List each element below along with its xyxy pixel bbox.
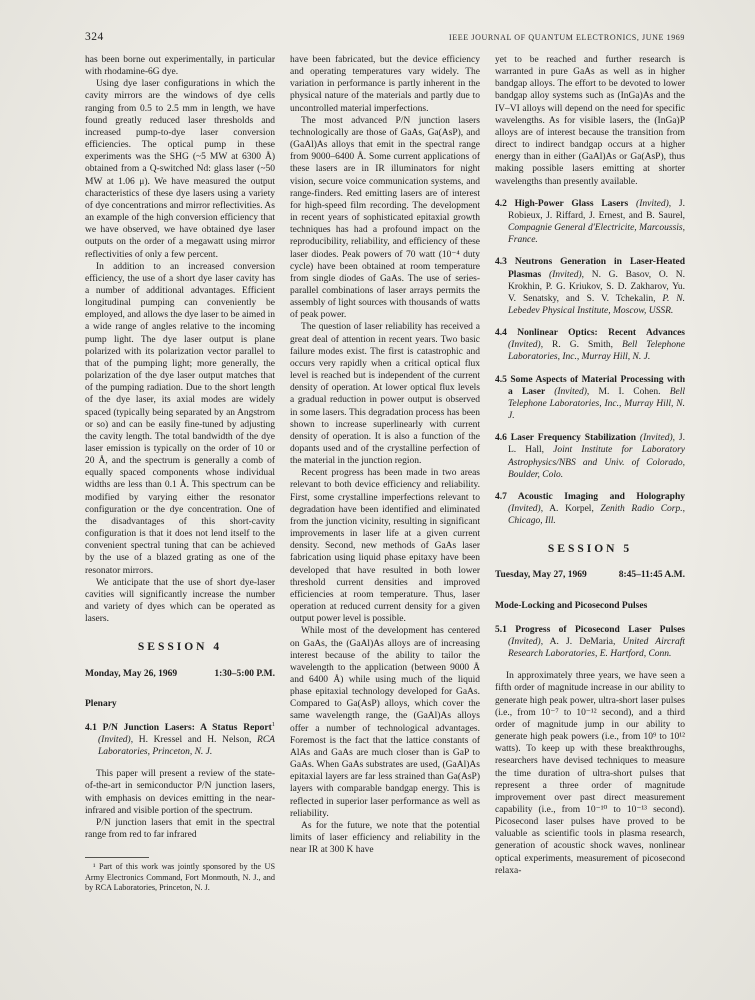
paragraph: has been borne out experimentally, in particular with rhodamine-6G dye. [85,55,275,78]
text-run: 4.3 Neutrons Generation in Laser-Heated Plasmas [495,257,685,280]
text-run: , M. I. Cohen. [586,386,670,397]
text-run: , A. Korpel, [540,504,601,514]
section-subheading: Plenary [85,698,117,709]
paragraph: yet to be reached and further research is warranted in pure GaAs as well as in higher bandgap alloys. The effort to be devoted to lower bandgap alloy systems such as (InGa)As and the IV–VI alloys will depend on the need for specific wavelengths. As for visible lasers, the (InGa)P alloys are of interest because the transition from direct to indirect bandgap occurs at a higher energy than in either (GaAl)As or Ga(AsP), thus making possible lasers emitting at shorter wavelengths than presently available. [495,55,685,187]
text-run: (Invited) [548,269,582,280]
column-1 [85,54,275,990]
text-run: United Aircraft Research Laboratories, E. Hartford, Conn. [508,636,685,660]
program-item-4.1 [85,722,275,758]
text-run: (Invited) [98,734,131,745]
text-run: (Invited) [508,636,541,647]
text-run: RCA Laboratories, Princeton, N. J. [98,734,275,758]
program-item-4.4 [495,327,685,363]
paragraph: The most advanced P/N junction lasers technologically are those of GaAs, Ga(AsP), and (GaAl)As alloys that emit in the spectral range from 9000–6400 Å. Some current applications of these lasers are in IR illuminators for night vision, secure voice communication systems, and range-finders. Red emitting lasers are of interest for high-speed film recording. The development in recent years of sophisticated epitaxial growth techniques has had a profound impact on the reproducibility, reliability, and efficiency of these laser diodes. Peak powers of 70 watt (10⁻⁴ duty cycle) have been obtained at room temperature from single diodes of GaAs. The use of series-parallel combinations of laser arrays permits the assembly of light sources with thousands of watts of peak power. [290,115,480,321]
text-run: P. N. Lebedev Physical Institute, Moscow, USSR. [508,293,685,316]
program-item-5.1 [495,624,685,660]
program-item-4.3 [495,256,685,317]
text-run: (Invited) [508,340,541,351]
text-run: 4.4 Nonlinear Optics: Recent Advances [495,328,685,339]
text-run: , R. G. Smith, [540,340,623,351]
paragraph: As for the future, we note that the potential limits of laser efficiency and reliability in the near IR at 300 K have [290,820,480,856]
text-run: (Invited) [554,386,587,397]
text-run: 4.5 Some Aspects of Material Processing with a Laser [495,374,685,397]
text-run: , N. G. Basov, O. N. Krokhin, P. G. Kriukov, S. D. Zakharov, Yu. V. Senatsky, and S. V. Tchekalin, [508,269,685,304]
paragraph: In addition to an increased conversion efficiency, the use of a short dye laser cavity has a number of additional advantages. Efficient longitudinal pumping can conveniently be employed, and allows the dye laser to be aimed in a wide range of angles relative to the incoming pump light. The dye laser output is plane polarized with its polarization vector parallel to that of the pumping light; more generally, the polarization of the dye laser output matches that of the pumping radiation. Due to the short length of the dye laser, its axial modes are widely spaced (typically being separated by an Angstrom or so) and can be easily fine-tuned by adjusting the cavity length. The total bandwidth of the dye laser emission is typically on the order of 10 or 20 Å, and the spectrum is generally a comb of equally spaced components whose individual widths are less than 0.1 Å. This spectrum can be modified by varying either the resonator configuration or the dye concentration. One of the disadvantages of this short-cavity configuration is that it does not lend itself to the convenient spectral tuning that can be achieved by the use of a blazed grating as one of the resonator mirrors. [85,261,275,576]
session-time: 8:45–11:45 A.M. [618,570,685,581]
footnote-divider [85,857,149,858]
session-date: Monday, May 26, 1969 [85,668,178,679]
program-item-4.2 [495,198,685,247]
running-head [85,31,685,43]
journal-running-title: IEEE JOURNAL OF QUANTUM ELECTRONICS, JUNE 1969 [449,33,685,42]
text-run: Joint Institute for Laboratory Astrophysics/NBS and Univ. of Colorado, Boulder, Colo. [508,445,685,480]
text-run: 4.6 Laser Frequency Stabilization [495,433,640,444]
text-run: 4.1 P/N Junction Lasers: A Status Report [85,722,272,733]
paragraph: Recent progress has been made in two areas relevant to both device efficiency and reliability. First, some crystalline imperfections relevant to degradation have been identified and eliminated from the junction vicinity, resulting in significant improvements in laser life at a given current density. Second, new methods of GaAs laser fabrication using liquid phase epitaxy have been developed that have resulted in both lower threshold current densities and improved efficiencies at room temperature. Thus, laser operation at reduced current density for a given output power level is possible. [290,468,480,625]
text-run: (Invited) [639,433,673,444]
text-run: , A. J. DeMaria, [540,636,623,647]
text-run: , H. Kressel and H. Nelson, [130,734,258,745]
paragraph: This paper will present a review of the state-of-the-art in semiconductor P/N junction lasers, with emphasis on devices emitting in the near-infrared and visible portion of the spectrum. [85,769,275,816]
text-run: Bell Telephone Laboratories, Inc., Murray Hill, N. J. [508,340,685,363]
text-run: (Invited) [508,504,541,514]
paragraph: While most of the development has centered on GaAs, the (GaAl)As alloys are of increasing interest because of the ability to tailor the wavelength to the application (between 9000 Å and 6400 Å) while using much of the liquid phase epitaxial technology developed for GaAs. Compared to Ga(AsP) alloys, which cover the same wavelength range, the (GaAl)As alloys offer a number of technological advantages. Foremost is the fact that the lattice constants of AlAs and GaAs are much closer than is GaP to GaAs. When GaAs substrates are used, (GaAl)As epitaxial layers are far less strained than Ga(AsP) layers with comparable bandgap energy. This is reflected in superior laser performance as well as reliability. [290,626,480,819]
paragraph: Using dye laser configurations in which the cavity mirrors are the windows of dye cells ranging from 0.5 to 2.5 mm in length, we have found greatly reduced laser thresholds and increased pump-to-dye laser conversion efficiencies. The optical pump in these experiments was the SHG (~5 MW at 6300 Å) obtained from a Q-switched Nd: glass laser (~50 MW at 1.06 μ). We have measured the output characteristics of these dye lasers using a variety of dye concentrations and mirror reflectivities. As an example of the high conversion efficiency that we have observed, we have obtained dye laser outputs on the order of a megawatt using mirror reflectivities of only a few percent. [85,79,275,260]
text-run: 4.7 Acoustic Imaging and Holography [495,491,685,502]
column-3 [495,54,685,990]
section-subheading: Mode-Locking and Picosecond Pulses [495,600,648,611]
text-run: (Invited) [636,198,669,209]
session-schedule [495,569,685,581]
session-heading: SESSION 4 [137,641,223,654]
text-run: Compagnie General d'Electricite, Marcoussis, France. [508,223,685,246]
page-number: 324 [85,31,104,43]
program-item-4.6 [495,432,685,481]
paragraph: The question of laser reliability has received a great deal of attention in recent years. Two basic failure modes exist. The first is catastrophic and occurs very rapidly when a critical optical flux level is reached but is independent of the current density of operation. At lower optical flux levels a gradual reduction in power output is observed in some lasers. This degradation process has been shown to increase superlinearly with current density of operation. It is also a function of the dopants used and of the crystalline perfection of the material in the junction region. [290,322,480,467]
text-run: Zenith Radio Corp., Chicago, Ill. [508,504,685,527]
text-run: 4.2 High-Power Glass Lasers [495,198,637,209]
program-item-4.7 [495,491,685,527]
paragraph: We anticipate that the use of short dye-laser cavities will significantly increase the number and variety of dyes which can be operated as lasers. [85,577,275,625]
text-columns [85,54,685,990]
program-item-4.5 [495,374,685,423]
session-schedule [85,668,275,680]
text-run: , J. L. Hall, [508,433,685,456]
footnote: ¹ Part of this work was jointly sponsored by the US Army Electronics Command, Fort Monmouth, N. J., and by RCA Laboratories, Princeton, N. J. [85,862,275,892]
session-date: Tuesday, May 27, 1969 [495,570,587,581]
text-run: 1 [271,720,275,728]
text-run: Bell Telephone Laboratories, Inc., Murray Hill, N. J. [508,386,685,422]
paragraph: have been fabricated, but the device efficiency and operating temperatures vary widely. The variation in performance is partly inherent in the physical nature of the materials and partly due to uncontrolled material imperfections. [290,55,480,114]
text-run: , J. Robieux, J. Riffard, J. Ernest, and B. Saurel, [508,198,685,221]
text-run: 5.1 Progress of Picosecond Laser Pulses [495,624,685,635]
session-time: 1:30–5:00 P.M. [214,668,275,679]
session-heading: SESSION 5 [547,543,633,556]
paragraph: P/N junction lasers that emit in the spectral range from red to far infrared [85,817,275,841]
paragraph: In approximately three years, we have seen a fifth order of magnitude increase in our ability to generate high peak power, ultra-short laser pulses (i.e., from 10⁻⁷ to 10⁻¹² second), and a third order of magnitude jump in our ability to generate high peak powers (i.e., from 10⁹ to 10¹² watts). To keep up with these breakthroughs, researchers have devised techniques to measure the time duration of ultra-short pulses that represent a three order of magnitude improvement over past direct measurement capability (i.e., from 10⁻¹⁰ to 10⁻¹³ second). Picosecond laser pulses have proved to be valuable as scientific tools in plasma research, generation of acoustic shock waves, nonlinear optical experiments, measurement of picosecond relaxa- [495,671,685,876]
column-2 [290,54,480,990]
